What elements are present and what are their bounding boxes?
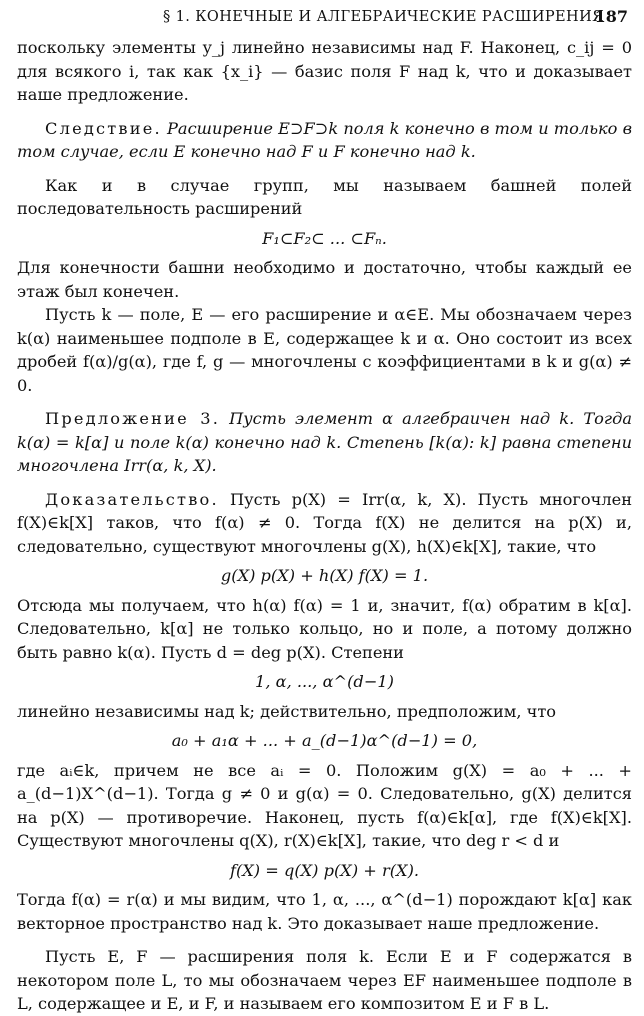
body-text [17, 36, 632, 1016]
formula-bezout: g(X) p(X) + h(X) f(X) = 1. [220, 566, 429, 585]
corollary-text: Расширение E⊃F⊃k поля k конечно в том и только в том случае, если E конечно над F и F конечно над k. [17, 118, 632, 161]
proof-text: Пусть p(X) = Irr(α, k, X). Пусть многочлен f(X)∈k[X] таков, что f(α) ≠ 0. Тогда f(X) не делится на p(X) и, следовательно, существуют многочлены g(X), h(X)∈k[X], такие, что [17, 489, 632, 556]
paragraph-1: поскольку элементы y_j линейно независимы над F. Наконец, c_ij = 0 для всякого i, так как {x_i} — базис поля F над k, что и доказывает наше предложение. [17, 38, 632, 104]
paragraph-8: Отсюда мы получаем, что h(α) f(α) = 1 и, значит, f(α) обратим в k[α]. Следовательно, k[α] не только кольцо, но и поле, а потому должно быть равно k(α). Пусть d = deg p(X). Степени [17, 595, 632, 662]
proposition-3 [17, 407, 632, 478]
formula-tower: F₁⊂F₂⊂ ... ⊂Fₙ. [262, 228, 387, 248]
paragraph-10: где aᵢ∈k, причем не все aᵢ = 0. Положим g(X) = a₀ + ... + a_(d−1)X^(d−1). Тогда g ≠ 0 и g(α) = 0. Следовательно, g(X) делится на p(X) — противоречие. Наконец, пусть f(α)∈k[α], где f(X)∈k[X]. Существуют многочлены q(X), r(X)∈k[X], такие, что deg r < d и [17, 760, 632, 850]
paragraph-5: Пусть k — поле, E — его расширение и α∈E. Мы обозначаем через k(α) наименьшее подполе в E, содержащее k и α. Оно состоит из всех дробей f(α)/g(α), где f, g — многочлены с коэффициентами в k и g(α) ≠ 0. [17, 305, 632, 395]
formula-division: f(X) = q(X) p(X) + r(X). [229, 860, 420, 880]
page-number: 187 [594, 7, 628, 26]
proof-label: Доказательство. [45, 489, 219, 509]
paragraph-9: линейно независимы над k; действительно, предположим, что [17, 701, 557, 721]
paragraph-3: Как и в случае групп, мы называем башней полей последовательность расширений [17, 175, 632, 218]
proposition-text: Пусть элемент α алгебраичен над k. Тогда k(α) = k[α] и поле k(α) конечно над k. Степень [k(α): k] равна степени многочлена Irr(α, k, X). [17, 409, 632, 475]
formula-linear-relation: a₀ + a₁α + ... + a_(d−1)α^(d−1) = 0, [171, 731, 478, 750]
corollary [17, 117, 632, 164]
paragraph-4: Для конечности башни необходимо и достаточно, чтобы каждый ее этаж был конечен. [17, 258, 632, 301]
proof [17, 488, 632, 559]
proposition-label: Предложение 3. [45, 409, 221, 428]
running-head: § 1. КОНЕЧНЫЕ И АЛГЕБРАИЧЕСКИЕ РАСШИРЕНИЯ [163, 9, 605, 25]
formula-powers: 1, α, ..., α^(d−1) [255, 672, 394, 691]
paragraph-11: Тогда f(α) = r(α) и мы видим, что 1, α, ..., α^(d−1) порождают k[α] как векторное пространство над k. Это доказывает наше предложение. [17, 890, 632, 933]
paragraph-12: Пусть E, F — расширения поля k. Если E и F содержатся в некотором поле L, то мы обозначаем через EF наименьшее подполе в L, содержащее и E, и F, и называем его композитом E и F в L. [17, 947, 632, 1013]
page-header [17, 0, 632, 36]
corollary-label: Следствие. [45, 118, 162, 138]
